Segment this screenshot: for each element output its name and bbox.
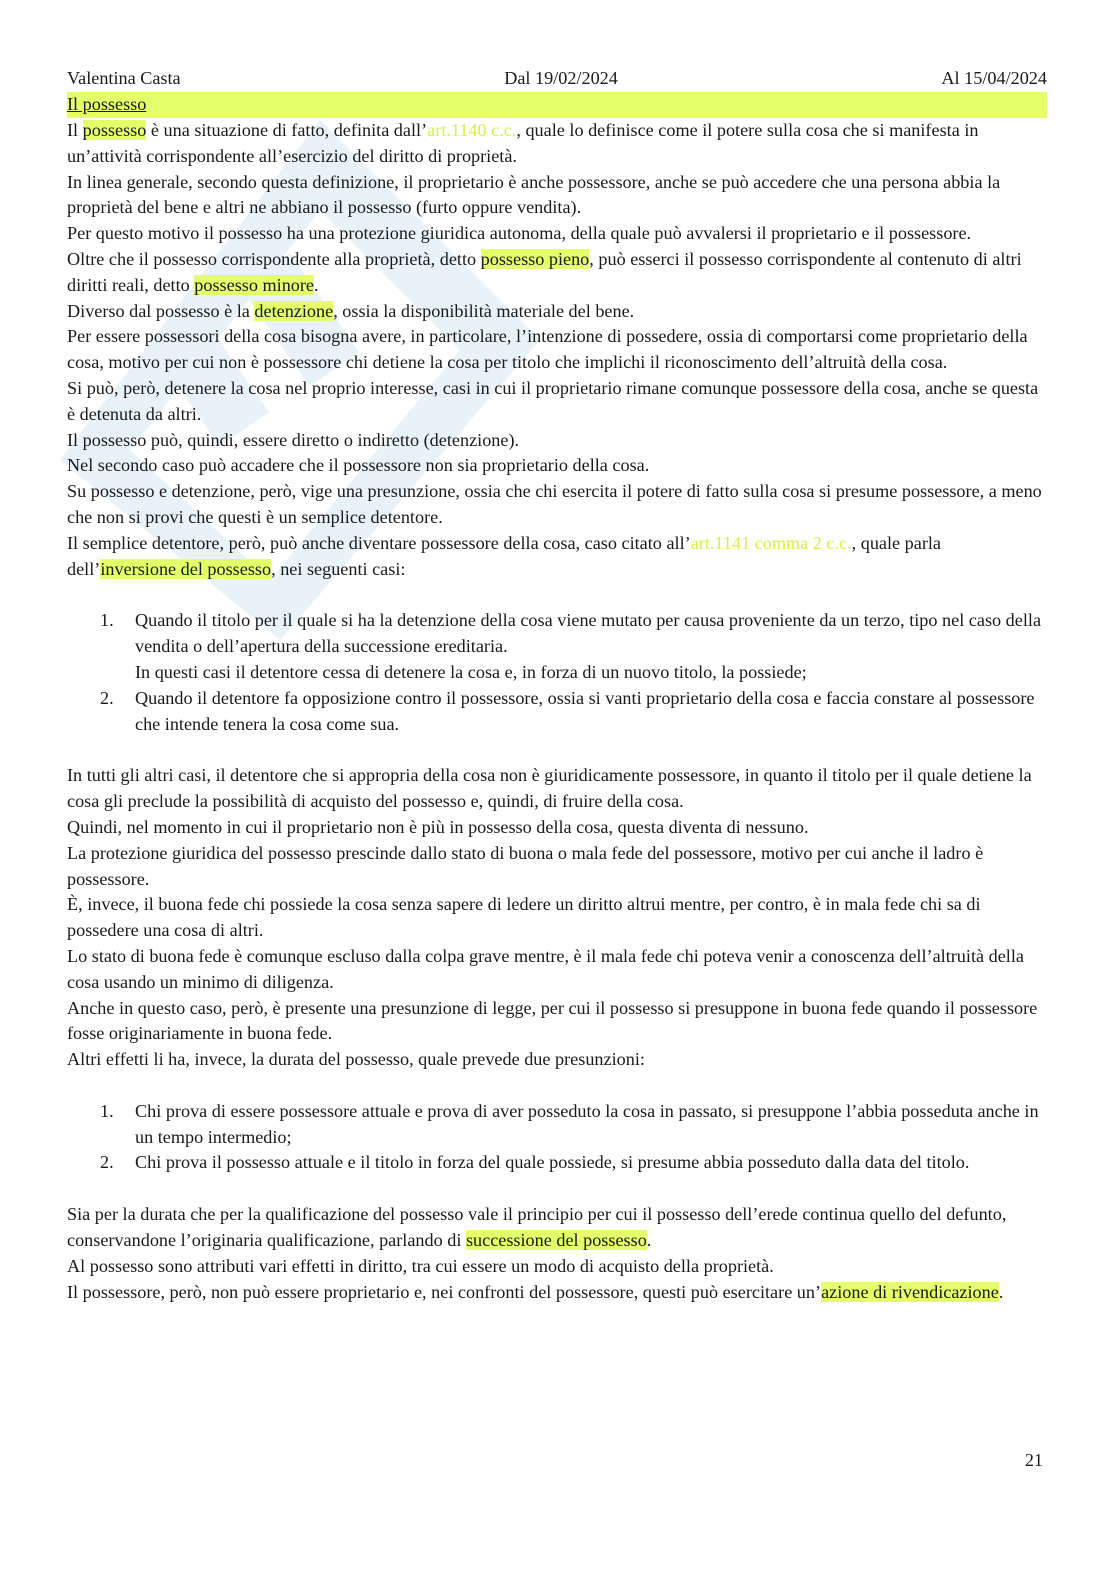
highlight-term: azione di rivendicazione (821, 1281, 999, 1302)
article-reference: art.1141 comma 2 c.c. (690, 532, 852, 553)
paragraph: In tutti gli altri casi, il detentore che si appropria della cosa non è giuridicamente possessore, in quanto il titolo per il quale detiene la cosa gli preclude la possibilità di acquisto del possesso e, quindi, di fruire della cosa. (67, 765, 1032, 812)
paragraph: Oltre che il possesso corrispondente alla proprietà, detto possesso pieno, può esserci il possesso corrispondente al contenuto di altri diritti reali, detto possesso minore. (67, 248, 1022, 295)
paragraph: Si può, però, detenere la cosa nel proprio interesse, casi in cui il proprietario rimane comunque possessore della cosa, anche se questa è detenuta da altri. (67, 377, 1039, 424)
to-date: Al 15/04/2024 (941, 68, 1047, 88)
highlight-term: possesso (82, 120, 147, 140)
paragraph: Il semplice detentore, però, può anche diventare possessore della cosa, caso citato all’art.1141 comma 2 c.c., quale parla dell’inversione del possesso, nei seguenti casi: (67, 532, 941, 579)
highlight-term: possesso minore (194, 274, 315, 295)
paragraph: Il possesso è una situazione di fatto, definita dall’art.1140 c.c., quale lo definisce come il potere sulla cosa che si manifesta in un’attività corrispondente all’esercizio del diritto di proprietà. (67, 120, 979, 166)
page-number: 21 (1024, 1450, 1043, 1470)
paragraph: Il possessore, però, non può essere proprietario e, nei confronti del possessore, questi può esercitare un’azione di rivendicazione. (67, 1281, 1004, 1302)
list-item: 1. Quando il titolo per il quale si ha la detenzione della cosa viene mutato per causa proveniente da un terzo, tipo nel caso della vendita o dell’apertura della successione ereditaria. In questi casi il detentore cessa di detenere la cosa e, in forza di un nuovo titolo, la possiede; (100, 610, 1042, 682)
page-header (67, 66, 1047, 92)
paragraph: Diverso dal possesso è la detenzione, ossia la disponibilità materiale del bene. (67, 300, 635, 321)
paragraph: È, invece, il buona fede chi possiede la cosa senza sapere di ledere un diritto altrui mentre, per contro, è in mala fede chi sa di possedere una cosa di altri. (67, 894, 981, 941)
list-item: 2. Quando il detentore fa opposizione contro il possessore, ossia si vanti proprietario della cosa e faccia constare al possessore che intende tenera la cosa come sua. (100, 687, 1035, 734)
highlight-term: detenzione (254, 300, 334, 321)
paragraph: Al possesso sono attributi vari effetti in diritto, tra cui essere un modo di acquisto della proprietà. (67, 1255, 774, 1276)
paragraph: Sia per la durata che per la qualificazione del possesso vale il principio per cui il possesso dell’erede continua quello del defunto, conservandone l’originaria qualificazione, parlando di successione del possesso. (67, 1204, 1007, 1251)
paragraph: La protezione giuridica del possesso prescinde dallo stato di buona o mala fede del possessore, motivo per cui anche il ladro è possessore. (67, 842, 984, 889)
paragraph: Su possesso e detenzione, però, vige una presunzione, ossia che chi esercita il potere di fatto sulla cosa si presume possessore, a meno che non si provi che questi è un semplice detentore. (67, 481, 1042, 527)
paragraph: In linea generale, secondo questa definizione, il proprietario è anche possessore, anche se può accedere che una persona abbia la proprietà del bene e altri ne abbiano il possesso (furto oppure vendita). (67, 171, 1001, 218)
article-reference: art.1140 c.c. (427, 120, 517, 140)
author-name: Valentina Casta (67, 68, 181, 88)
document-page (67, 66, 1047, 1305)
paragraph: Il possesso può, quindi, essere diretto o indiretto (detenzione). (67, 429, 520, 450)
paragraph: Lo stato di buona fede è comunque escluso dalla colpa grave mentre, è il mala fede chi poteva venir a conoscenza dell’altruità della cosa usando un minimo di diligenza. (67, 945, 1024, 992)
paragraph: Nel secondo caso può accadere che il possessore non sia proprietario della cosa. (67, 455, 650, 476)
list-item: 1. Chi prova di essere possessore attuale e prova di aver posseduto la cosa in passato, si presuppone l’abbia posseduta anche in un tempo intermedio; (100, 1100, 1039, 1147)
section-title: Il possesso (67, 92, 1047, 118)
numbered-list (67, 608, 1047, 737)
paragraph: Per essere possessori della cosa bisogna avere, in particolare, l’intenzione di possedere, ossia di comportarsi come proprietario della cosa, motivo per cui non è possessore chi detiene la cosa per titolo che implichi il riconoscimento dell’altruità della cosa. (67, 326, 1028, 373)
highlight-term: successione del possesso (465, 1230, 647, 1251)
paragraph: Altri effetti li ha, invece, la durata del possesso, quale prevede due presunzioni: (67, 1049, 645, 1070)
numbered-list (67, 1099, 1047, 1176)
paragraph: Anche in questo caso, però, è presente una presunzione di legge, per cui il possesso si presuppone in buona fede quando il possessore fosse originariamente in buona fede. (67, 997, 1038, 1044)
highlight-term: inversione del possesso (100, 558, 272, 579)
paragraph: Per questo motivo il possesso ha una protezione giuridica autonoma, della quale può avvalersi il proprietario e il possessore. (67, 223, 972, 244)
highlight-term: possesso pieno (480, 248, 590, 269)
paragraph: Quindi, nel momento in cui il proprietario non è più in possesso della cosa, questa diventa di nessuno. (67, 816, 809, 837)
list-item: 2. Chi prova il possesso attuale e il titolo in forza del quale possiede, si presume abbia posseduto dalla data del titolo. (100, 1152, 970, 1173)
from-date: Dal 19/02/2024 (504, 68, 618, 88)
